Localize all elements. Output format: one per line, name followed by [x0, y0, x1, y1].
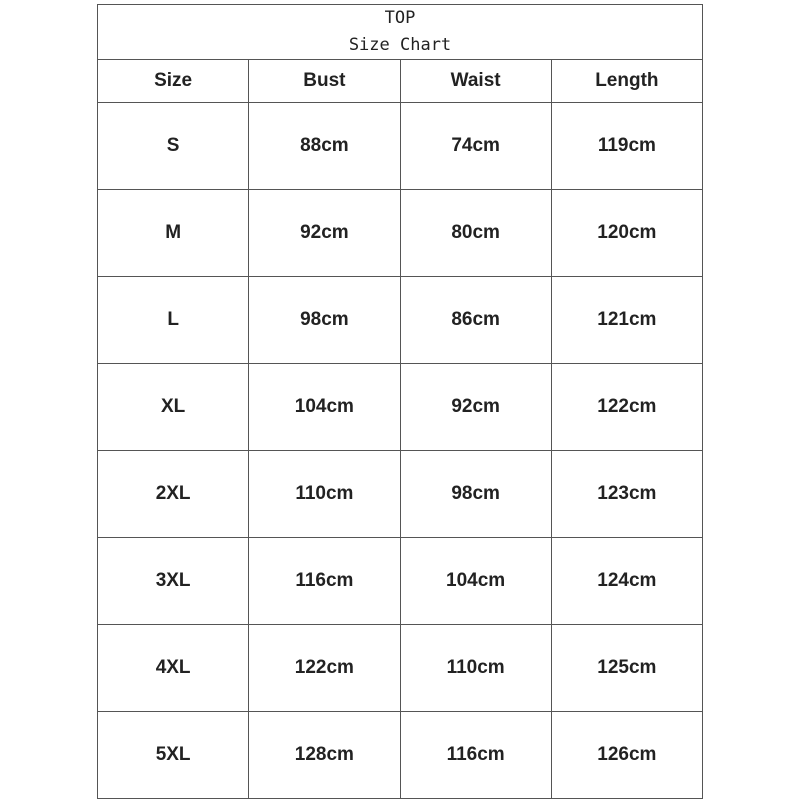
- table-row: [98, 538, 703, 625]
- table-row: [98, 712, 703, 799]
- length-cell: 119cm: [551, 103, 702, 190]
- header-bust: Bust: [249, 60, 400, 103]
- header-waist: Waist: [400, 60, 551, 103]
- header-size: Size: [98, 60, 249, 103]
- bust-cell: 116cm: [249, 538, 400, 625]
- bust-cell: 110cm: [249, 451, 400, 538]
- bust-cell: 92cm: [249, 190, 400, 277]
- length-cell: 122cm: [551, 364, 702, 451]
- length-cell: 124cm: [551, 538, 702, 625]
- length-cell: 126cm: [551, 712, 702, 799]
- waist-cell: 116cm: [400, 712, 551, 799]
- size-cell: 5XL: [98, 712, 249, 799]
- length-cell: 121cm: [551, 277, 702, 364]
- waist-cell: 104cm: [400, 538, 551, 625]
- table-row: [98, 103, 703, 190]
- table-row: [98, 190, 703, 277]
- waist-cell: 110cm: [400, 625, 551, 712]
- bust-cell: 122cm: [249, 625, 400, 712]
- title-top: TOP: [384, 8, 416, 28]
- size-cell: M: [98, 190, 249, 277]
- size-cell: XL: [98, 364, 249, 451]
- title-size-chart: Size Chart: [348, 35, 452, 55]
- waist-cell: 80cm: [400, 190, 551, 277]
- bust-cell: 104cm: [249, 364, 400, 451]
- waist-cell: 86cm: [400, 277, 551, 364]
- header-row: [98, 60, 703, 103]
- waist-cell: 92cm: [400, 364, 551, 451]
- table-row: [98, 625, 703, 712]
- chart-title: [98, 5, 703, 60]
- header-length: Length: [551, 60, 702, 103]
- bust-cell: 88cm: [249, 103, 400, 190]
- table-row: [98, 364, 703, 451]
- table-row: [98, 451, 703, 538]
- title-row: [98, 5, 703, 60]
- size-cell: 3XL: [98, 538, 249, 625]
- bust-cell: 98cm: [249, 277, 400, 364]
- bust-cell: 128cm: [249, 712, 400, 799]
- waist-cell: 98cm: [400, 451, 551, 538]
- size-chart-table: [97, 4, 703, 799]
- waist-cell: 74cm: [400, 103, 551, 190]
- size-cell: L: [98, 277, 249, 364]
- size-cell: 4XL: [98, 625, 249, 712]
- size-cell: 2XL: [98, 451, 249, 538]
- table-row: [98, 277, 703, 364]
- length-cell: 125cm: [551, 625, 702, 712]
- length-cell: 123cm: [551, 451, 702, 538]
- size-cell: S: [98, 103, 249, 190]
- length-cell: 120cm: [551, 190, 702, 277]
